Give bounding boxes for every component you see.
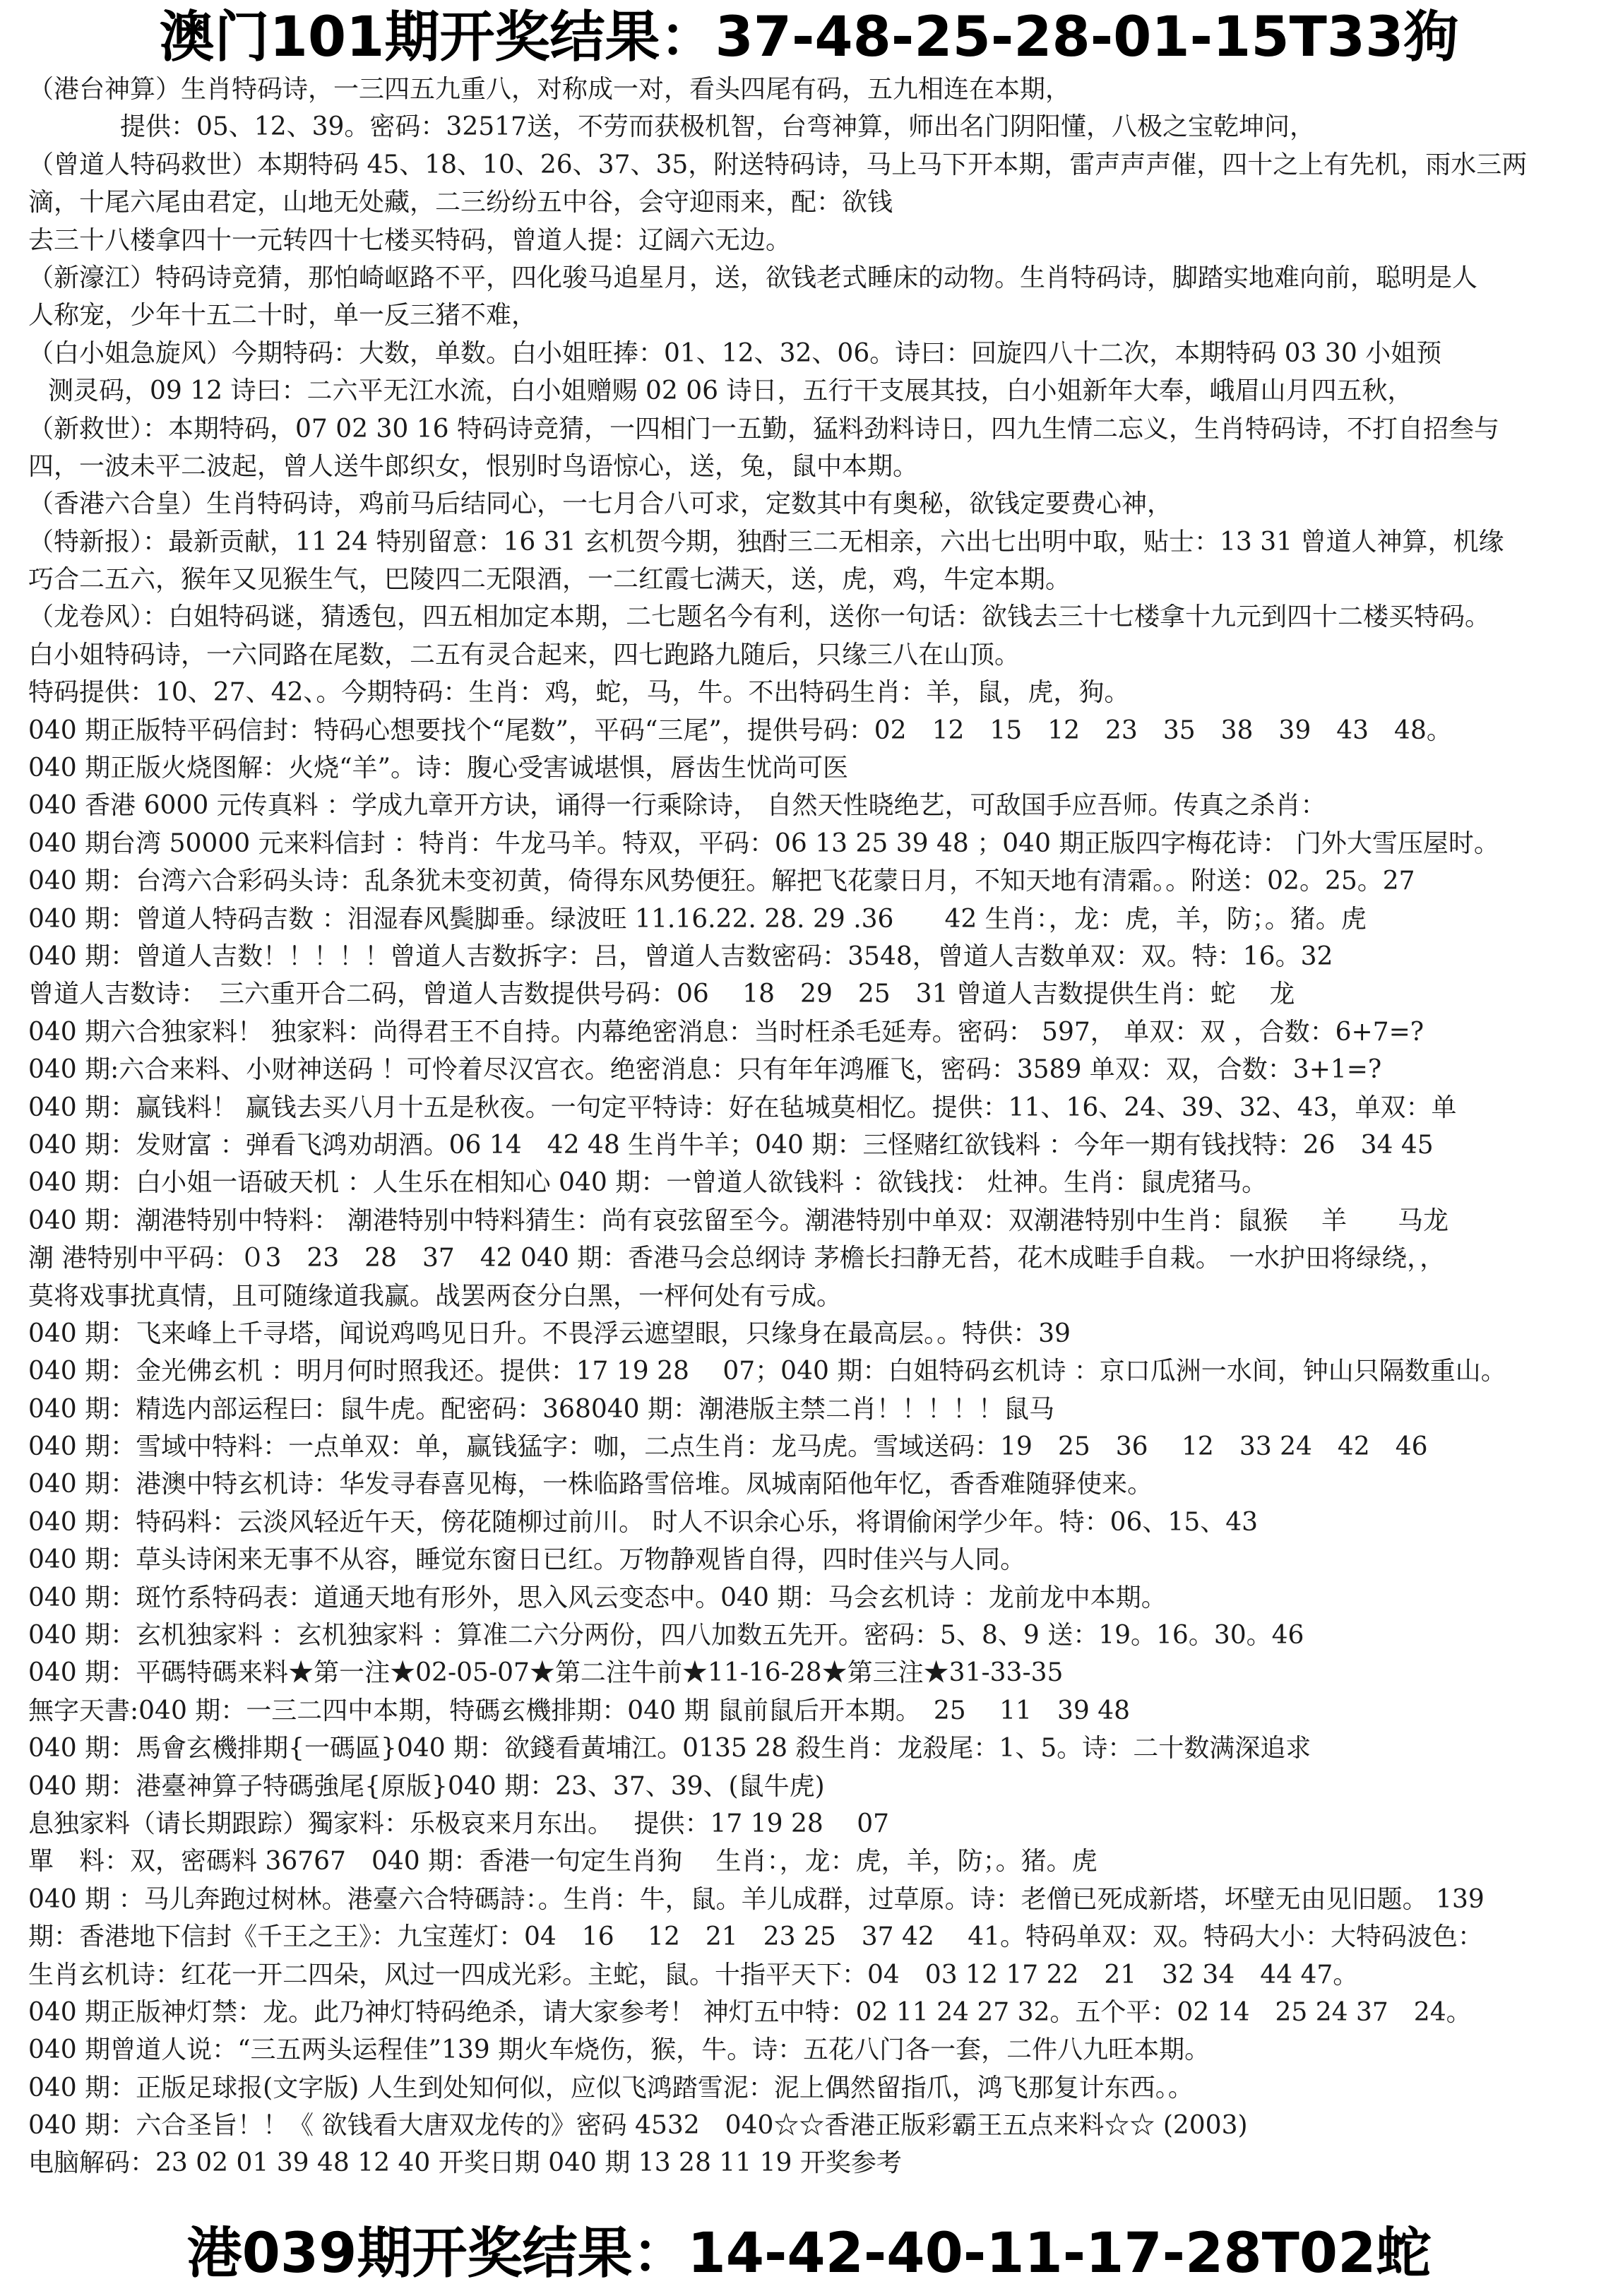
text-line: （白小姐急旋风）今期特码：大数，单数。白小姐旺捧：01、12、32、06。诗曰：回旋四八十二次，本期特码 03 30 小姐预 (28, 338, 1442, 368)
text-line: 巧合二五六，猴年又见猴生气，巴陵四二无限酒，一二红霞七满天，送，虎，鸡，牛定本期。 (28, 565, 1071, 595)
text-line: 潮 港特别中平码：０3 23 28 37 42 040 期：香港马会总纲诗 茅檐长扫静无苔，花木成畦手自栽。 一水护田将绿绕，， (28, 1244, 1446, 1273)
text-line: 040 期：精选内部运程曰：鼠牛虎。配密码：368040 期：潮港版主禁二肖！！！！！鼠马 (28, 1394, 1055, 1424)
top-result-banner: 澳门101期开奖结果：37-48-25-28-01-15T33狗 (159, 6, 1459, 69)
text-line: 特码提供：10、27、42、。今期特码：生肖：鸡，蛇，马，牛。不出特码生肖：羊，鼠，虎，狗。 (28, 678, 1130, 708)
text-line: 息独家料（请长期跟踪）獨家料：乐极哀来月东出。 提供：17 19 28 07 (28, 1809, 890, 1838)
text-line: 040 期台湾 50000 元来料信封 ：特肖：牛龙马羊。特双，平码：06 13 25 39 48 ；040 期正版四字梅花诗： 门外大雪压屋时。 (28, 828, 1499, 858)
text-line: 040 期：飞来峰上千寻塔，闻说鸡鸣见日升。不畏浮云遮望眼，只缘身在最高层。。特供：39 (28, 1319, 1071, 1348)
text-line: （龙卷风）：白姐特码谜，猜透包，四五相加定本期，二七题名今有利，送你一句话：欲钱去三十七楼拿十九元到四十二楼买特码。 (28, 602, 1491, 632)
text-line: 040 期：港臺神算子特碼強尾{原版}040 期：23、37、39、(鼠牛虎) (28, 1771, 825, 1801)
text-line: 040 期 ：马儿奔跑过树林。港臺六合特碼詩：。生肖：牛，鼠。羊儿成群，过草原。诗：老僧已死成新塔，坏壁无由见旧题。 139 (28, 1884, 1485, 1914)
text-line: 040 香港 6000 元传真料 ：学成九章开方诀，诵得一行乘除诗， 自然天性晓绝艺，可敌国手应吾师。传真之杀肖： (28, 791, 1326, 821)
text-line: 040 期：金光佛玄机 ：明月何时照我还。提供：17 19 28 07；040 期：白姐特码玄机诗 ：京口瓜洲一水间，钟山只隔数重山。 (28, 1357, 1506, 1386)
text-line: 040 期：草头诗闲来无事不从容，睡觉东窗日已红。万物静观皆自得，四时佳兴与人同。 (28, 1545, 1026, 1575)
text-line: 040 期：特码料：云淡风轻近午天，傍花随柳过前川。 时人不识余心乐，将谓偷闲学少年。特：06、15、43 (28, 1507, 1259, 1537)
text-line: 040 期：潮港特别中特料： 潮港特别中特料猜生：尚有哀弦留至今。潮港特别中单双：双潮港特别中生肖：鼠猴 羊 马龙 (28, 1206, 1449, 1235)
text-line: 提供：05、12、39。密码：32517送，不劳而获极机智，台弯神算，师出名门阴阳懂，八极之宝乾坤问， (120, 112, 1315, 142)
text-line: 040 期：曾道人吉数！！！！！曾道人吉数拆字：吕，曾道人吉数密码：3548，曾道人吉数单双：双。特：16。32 (28, 941, 1333, 971)
text-line: 040 期正版火烧图解：火烧“羊”。诗：腹心受害诚堪惧，唇齿生忧尚可医 (28, 754, 848, 783)
text-line: （新救世）：本期特码，07 02 30 16 特码诗竞猜，一四相门一五勤，猛料劲料诗日，四九生情二忘义，生肖特码诗，不打自招叁与 (28, 414, 1500, 444)
text-line: 040 期：曾道人特码吉数 ：泪湿春风鬓脚垂。绿波旺 11.16.22. 28. 29 .36 42 生肖：，龙：虎，羊，防；。猪。虎 (28, 904, 1367, 934)
text-line: 040 期正版神灯禁：龙。此乃神灯特码绝杀，请大家参考！ 神灯五中特：02 11 24 27 32。五个平：02 14 25 24 37 24。 (28, 1997, 1472, 2027)
text-line: 四，一波未平二波起，曾人送牛郎织女，恨别时鸟语惊心，送，兔，鼠中本期。 (28, 451, 919, 481)
text-line: 曾道人吉数诗： 三六重开合二码，曾道人吉数提供号码：06 18 29 25 31 曾道人吉数提供生肖：蛇 龙 (28, 980, 1295, 1009)
text-line: 040 期：白小姐一语破天机 ：人生乐在相知心 040 期：一曾道人欲钱料 ：欲钱找： 灶神。生肖：鼠虎猪马。 (28, 1168, 1268, 1198)
text-line: （新濠江）特码诗竞猜，那怕崎岖路不平，四化骏马追星月，送，欲钱老式睡床的动物。生肖特码诗，脚踏实地难向前，聪明是人 (28, 263, 1478, 292)
text-line: 测灵码，09 12 诗曰：二六平无江水流，白小姐赠赐 02 06 诗日，五行干支展其技，白小姐新年大奉，峨眉山月四五秋， (48, 376, 1413, 406)
text-line: 無字天書:040 期：一三二四中本期，特碼玄機排期：040 期 鼠前鼠后开本期。 25 11 39 48 (28, 1696, 1131, 1725)
text-line: 040 期：馬會玄機排期{一碼區}040 期：欲錢看黃埔江。0135 28 殺生肖：龙殺尾：1、5。诗：二十数满深追求 (28, 1734, 1311, 1763)
text-line: （香港六合皇）生肖特码诗，鸡前马后结同心，一七月合八可求，定数其中有奥秘，欲钱定要费心神， (28, 489, 1173, 519)
text-line: 白小姐特码诗，一六同路在尾数，二五有灵合起来，四七跑路九随后，只缘三八在山顶。 (28, 640, 1021, 670)
text-line: 040 期：平碼特碼来料★第一注★02-05-07★第二注牛前★11-16-28★第三注★31-33-35 (28, 1658, 1064, 1688)
text-line: 040 期正版特平码信封：特码心想要找个“尾数”，平码“三尾”，提供号码：02 12 15 12 23 35 38 39 43 48。 (28, 715, 1452, 745)
text-line: （港台神算）生肖特码诗，一三四五九重八，对称成一对，看头四尾有码，五九相连在本期， (28, 75, 1071, 104)
text-line: 040 期：玄机独家料 ：玄机独家料 ：算准二六分两份，四八加数五先开。密码：5、8、9 送：19。16。30。46 (28, 1621, 1304, 1650)
text-line: 040 期：雪域中特料：一点单双：单，赢钱猛字：咖，二点生肖：龙马虎。雪域送码：19 25 36 12 33 24 42 46 (28, 1432, 1428, 1462)
bottom-result-banner: 港039期开奖结果：14-42-40-11-17-28T02蛇 (186, 2222, 1432, 2285)
text-line: 040 期曾道人说：“三五两头运程佳”139 期火车烧伤，猴，牛。诗：五花八门各一套，二件八九旺本期。 (28, 2035, 1210, 2065)
text-line: 040 期：发财富 ：弹看飞鸿劝胡酒。06 14 42 48 生肖牛羊；040 期：三怪赌红欲钱料 ：今年一期有钱找特：26 34 45 (28, 1130, 1434, 1160)
text-line: 040 期：港澳中特玄机诗：华发寻春喜见梅，一株临路雪倍堆。凤城南陌他年忆，香香难随驿使来。 (28, 1470, 1153, 1499)
text-line: 040 期六合独家料！ 独家料：尚得君王不自持。内幕绝密消息：当时枉杀毛延寿。密码： 597， 单双：双 ，合数：6+7=? (28, 1017, 1424, 1047)
text-line: 040 期：赢钱料！ 赢钱去买八月十五是秋夜。一句定平特诗：好在毡城莫相忆。提供：11、16、24、39、32、43，单双：单 (28, 1093, 1457, 1122)
text-line: 040 期:六合来料、小财神送码 ！可怜着尽汉宫衣。绝密消息：只有年年鸿雁飞，密码：3589 单双：双，合数：3+1=? (28, 1055, 1382, 1085)
text-line: 人称宠，少年十五二十时，单一反三猪不难， (28, 301, 537, 331)
text-line: （特新报）：最新贡献，11 24 特别留意：16 31 玄机贺今期，独酎三二无相亲，六出七出明中取，贴士：13 31 曾道人神算，机缘 (28, 527, 1504, 557)
text-line: 滴，十尾六尾由君定，山地无处藏，二三纷纷五中谷，会守迎雨来，配：欲钱 (28, 188, 893, 218)
text-line: 單 料：双，密碼料 36767 040 期：香港一句定生肖狗 生肖：，龙：虎，羊，防；。猪。虎 (28, 1847, 1097, 1876)
text-line: 040 期：斑竹系特码表：道通天地有形外，思入风云变态中。040 期：马会玄机诗 ：龙前龙中本期。 (28, 1583, 1167, 1612)
text-line: 生肖玄机诗：红花一开二四朵，风过一四成光彩。主蛇，鼠。十指平天下：04 03 12 17 22 21 32 34 44 47。 (28, 1960, 1359, 1989)
text-line: 040 期：台湾六合彩码头诗：乱条犹未变初黄，倚得东风势便狂。解把飞花蒙日月，不知天地有清霜。。附送：02。25。27 (28, 867, 1415, 896)
text-line: 莫将戏事扰真情，且可随缘道我赢。战罢两奁分白黑，一枰何处有亏成。 (28, 1281, 843, 1311)
document-body (28, 71, 1593, 2182)
text-line: 040 期：六合圣旨！！《 欲钱看大唐双龙传的》密码 4532 040☆☆香港正版彩霸王五点来料☆☆ (2003) (28, 2111, 1248, 2141)
text-line: 040 期：正版足球报(文字版) 人生到处知何似，应似飞鸿踏雪泥：泥上偶然留指爪，鸿飞那复计东西。。 (28, 2073, 1194, 2102)
text-line: （曾道人特码救世）本期特码 45、18、10、26、37、35，附送特码诗，马上马下开本期，雷声声声催，四十之上有先机，雨水三两 (28, 150, 1528, 179)
text-line: 去三十八楼拿四十一元转四十七楼买特码，曾道人提：辽阔六无边。 (28, 225, 792, 255)
text-line: 电脑解码：23 02 01 39 48 12 40 开奖日期 040 期 13 28 11 19 开奖参考 (28, 2148, 902, 2178)
text-line: 期：香港地下信封《千王之王》：九宝莲灯：04 16 12 21 23 25 37 42 41。特码单双：双。特码大小：大特码波色： (28, 1922, 1484, 1952)
